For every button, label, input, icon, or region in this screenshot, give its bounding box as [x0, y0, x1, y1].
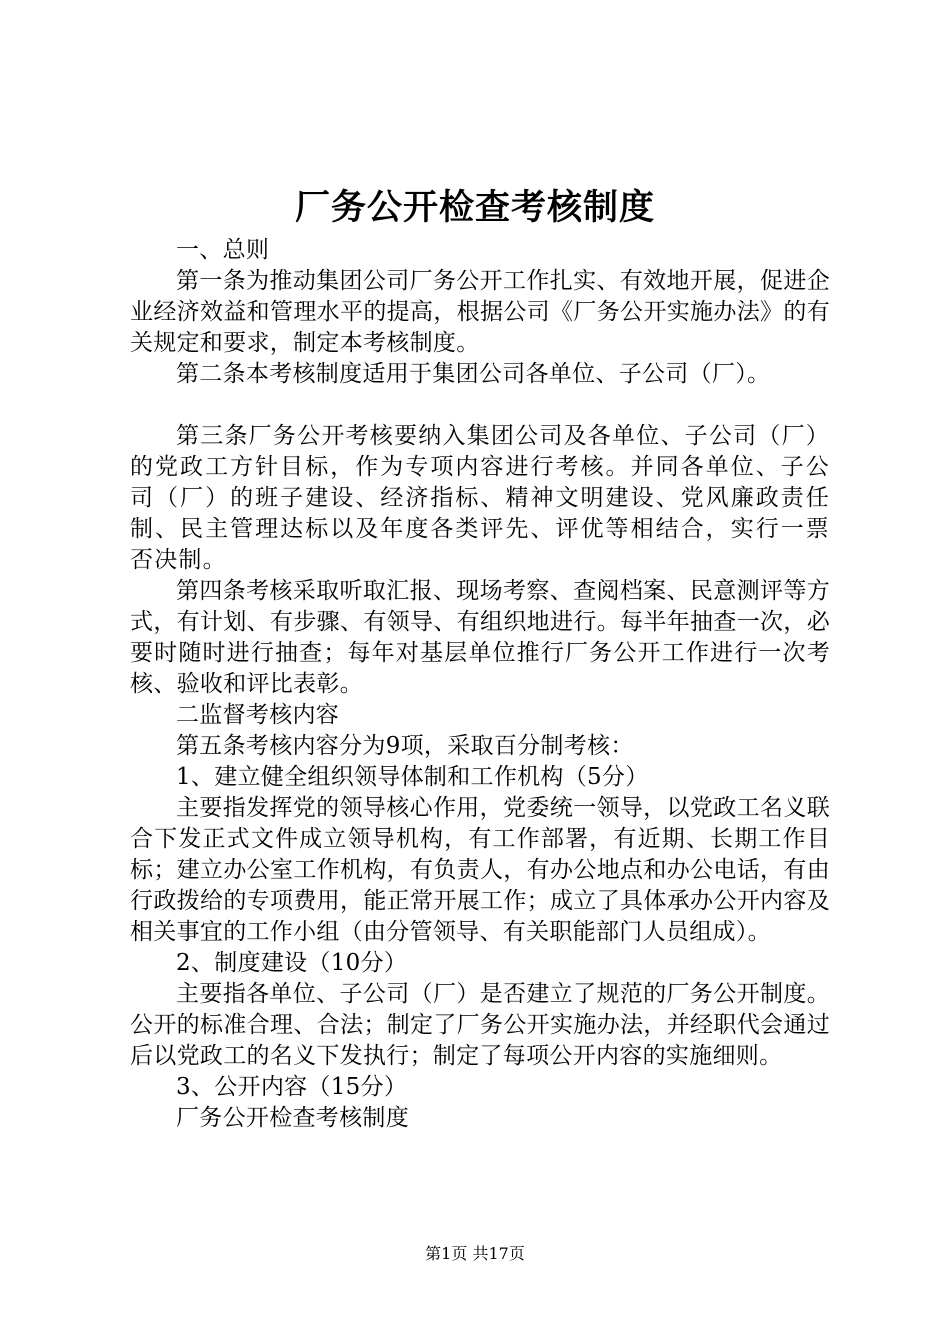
article-2: 第二条本考核制度适用于集团公司各单位、子公司（厂）。	[176, 361, 771, 387]
item-2-heading: 2、制度建设（10分）	[176, 950, 408, 976]
blank-line	[130, 390, 830, 421]
section-heading-general: 一、总则	[176, 237, 270, 263]
article-3: 第三条厂务公开考核要纳入集团公司及各单位、子公司（厂）的党政工方针目标，作为专项内容进行考核。并同各单位、子公司（厂）的班子建设、经济指标、精神文明建设、党风廉政责任制、民主管理达标以及年度各类评先、评优等相结合，实行一票否决制。	[130, 423, 830, 573]
page-footer	[0, 1244, 950, 1264]
article-5: 第五条考核内容分为9项，采取百分制考核：	[176, 733, 634, 759]
item-1-heading: 1、建立健全组织领导体制和工作机构（5分）	[176, 764, 649, 790]
article-4: 第四条考核采取听取汇报、现场考察、查阅档案、民意测评等方式，有计划、有步骤、有领导、有组织地进行。每半年抽查一次，必要时随时进行抽查；每年对基层单位推行厂务公开工作进行一次考核、验收和评比表彰。	[130, 578, 830, 697]
article-1: 第一条为推动集团公司厂务公开工作扎实、有效地开展，促进企业经济效益和管理水平的提高，根据公司《厂务公开实施办法》的有关规定和要求，制定本考核制度。	[130, 268, 830, 356]
page-number: 第1页	[425, 1244, 468, 1263]
page-total: 共17页	[472, 1244, 525, 1263]
section-heading-supervision: 二监督考核内容	[176, 702, 340, 728]
item-1-body: 主要指发挥党的领导核心作用，党委统一领导，以党政工名义联合下发正式文件成立领导机构，有工作部署，有近期、长期工作目标；建立办公室工作机构，有负责人，有办公地点和办公电话，有由行政拨给的专项费用，能正常开展工作；成立了具体承办公开内容及相关事宜的工作小组（由分管领导、有关职能部门人员组成）。	[130, 795, 830, 945]
item-3-heading: 3、公开内容（15分）	[176, 1074, 408, 1100]
repeated-title-line: 厂务公开检查考核制度	[176, 1105, 409, 1131]
document-title: 厂务公开检查考核制度	[294, 187, 655, 228]
document-body	[130, 235, 830, 1134]
item-2-body: 主要指各单位、子公司（厂）是否建立了规范的厂务公开制度。公开的标准合理、合法；制定了厂务公开实施办法，并经职代会通过后以党政工的名义下发执行；制定了每项公开内容的实施细则。	[130, 981, 830, 1069]
